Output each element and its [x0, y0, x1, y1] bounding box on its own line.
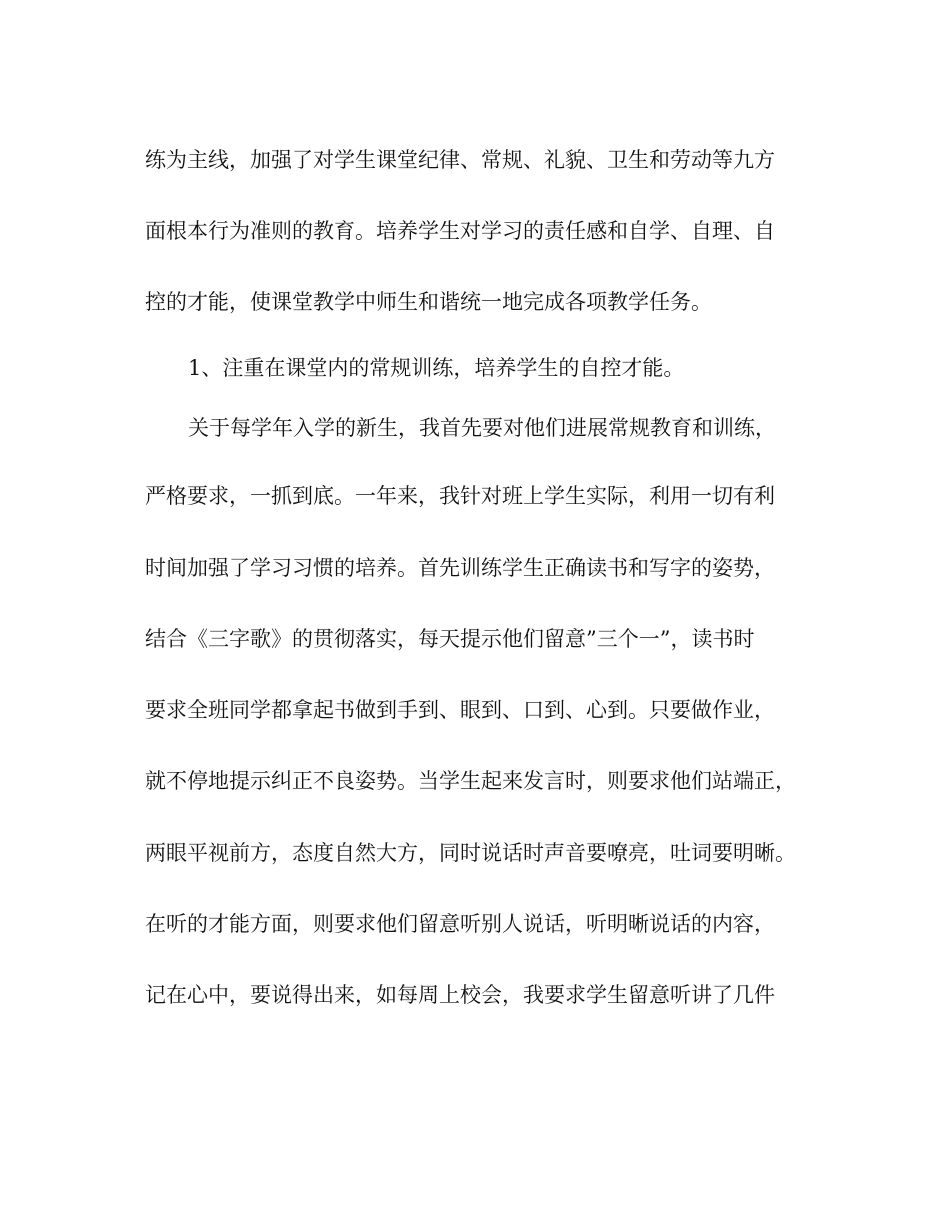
body-text-line: 在听的才能方面，则要求他们留意听别人说话，听明晰说话的内容，: [145, 912, 775, 936]
body-text-line: 严格要求，一抓到底。一年来，我针对班上学生实际，利用一切有利: [145, 484, 775, 508]
body-text-line: 记在心中，要说得出来，如每周上校会，我要求学生留意听讲了几件: [145, 983, 775, 1007]
body-text-line: 时间加强了学习习惯的培养。首先训练学生正确读书和写字的姿势，: [145, 556, 775, 580]
body-text-line: 两眼平视前方，态度自然大方，同时说话时声音要嘹亮，吐词要明晰。: [145, 841, 796, 865]
body-text-line: 控的才能，使课堂教学中师生和谐统一地完成各项教学任务。: [145, 290, 712, 314]
body-text-line: 练为主线，加强了对学生课堂纪律、常规、礼貌、卫生和劳动等九方: [145, 148, 775, 172]
body-text-line: 结合《三字歌》的贯彻落实，每天提示他们留意”三个一”，读书时: [145, 627, 755, 651]
body-text-line: 就不停地提示纠正不良姿势。当学生起来发言时，则要求他们站端正，: [145, 769, 796, 793]
body-text-line: 面根本行为准则的教育。培养学生对学习的责任感和自学、自理、自: [145, 219, 775, 243]
body-text-line: 要求全班同学都拿起书做到手到、眼到、口到、心到。只要做作业，: [145, 698, 775, 722]
paragraph-start-line: 关于每学年入学的新生，我首先要对他们进展常规教育和训练，: [188, 416, 776, 440]
section-heading: 1、注重在课堂内的常规训练，培养学生的自控才能。: [188, 356, 685, 380]
